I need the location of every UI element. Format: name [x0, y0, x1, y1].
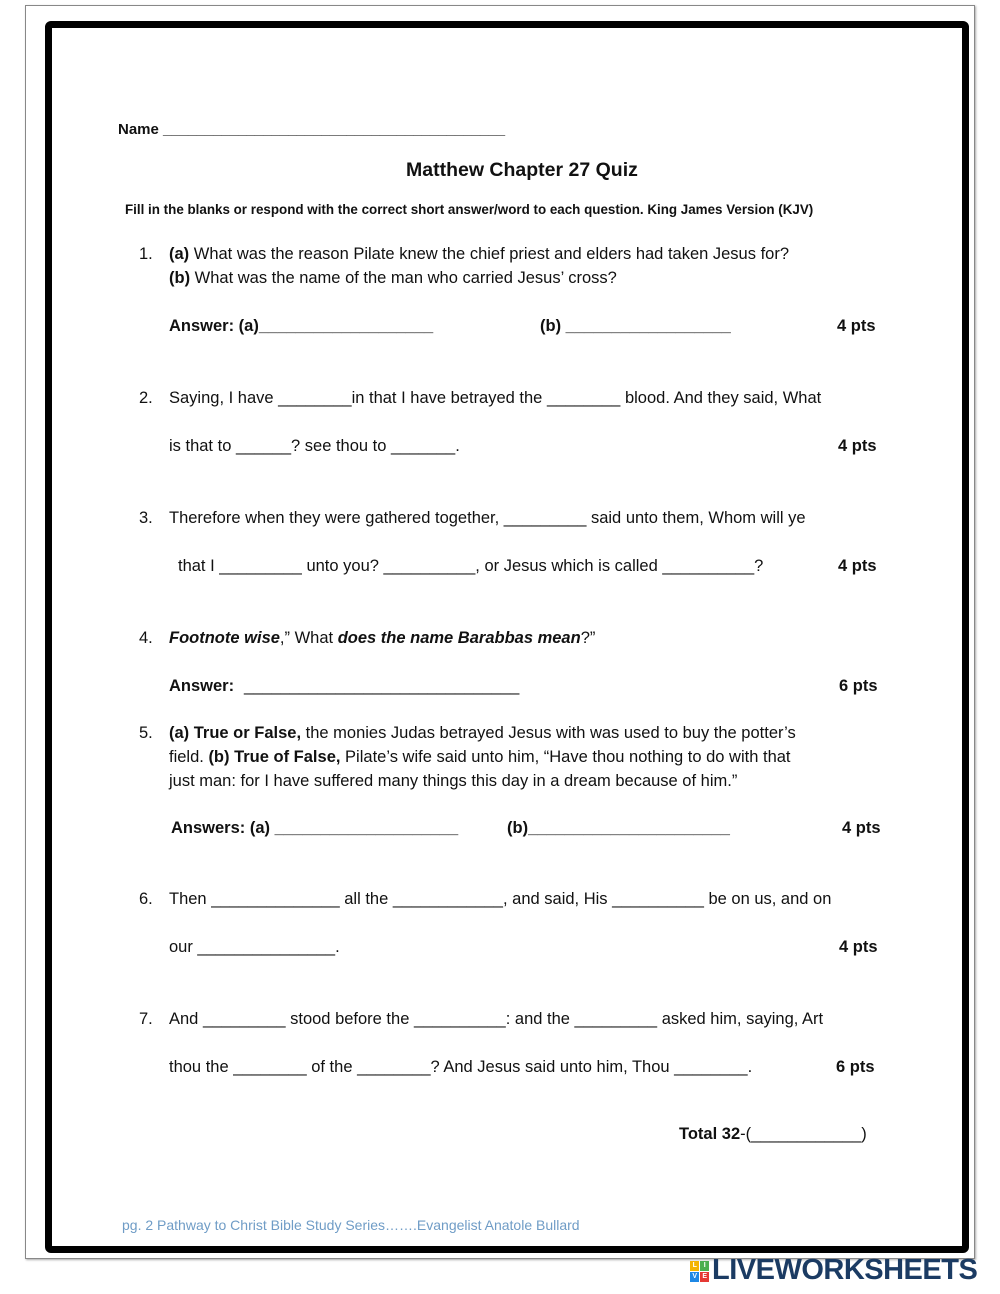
points: 4 pts [838, 437, 877, 455]
points: 6 pts [839, 677, 878, 695]
question-1-line2 [169, 268, 617, 288]
question-text: field. [169, 748, 209, 766]
question-2-line2[interactable]: is that to ______? see thou to _______. [169, 437, 460, 455]
name-blank[interactable]: _________________________________________ [163, 121, 506, 138]
logo-text: LIVEWORKSHEETS [712, 1254, 978, 1286]
question-6-line1[interactable]: Then ______________ all the ____________, and said, His __________ be on us, and on [169, 890, 832, 908]
emphasis: Footnote wise [169, 629, 280, 647]
question-5-line3: just man: for I have suffered many things this day in a dream because of him.” [169, 772, 738, 790]
logo-icon [690, 1261, 709, 1282]
answer-a-blank[interactable]: Answers: (a) ____________________ [171, 819, 459, 837]
part-a-label: (a) [169, 245, 190, 263]
instructions: Fill in the blanks or respond with the correct short answer/word to each question. King James Version (KJV) [125, 202, 814, 217]
points: 4 pts [838, 557, 877, 575]
answer-blank[interactable]: ______________________________ [244, 677, 520, 695]
points: 6 pts [836, 1058, 875, 1076]
total-blank[interactable]: -(____________) [740, 1125, 867, 1143]
question-3-line1[interactable]: Therefore when they were gathered together, _________ said unto them, Whom will ye [169, 509, 806, 527]
question-7-line2[interactable]: thou the ________ of the ________? And Jesus said unto him, Thou ________. [169, 1058, 753, 1076]
question-text: What was the reason Pilate knew the chief priest and elders had taken Jesus for? [189, 245, 790, 263]
logo-letter: I [700, 1261, 709, 1271]
question-7-line1[interactable]: And _________ stood before the __________: and the _________ asked him, saying, Art [169, 1010, 824, 1028]
question-number: 2. [139, 389, 153, 407]
emphasis: does the name Barabbas mean [337, 629, 581, 647]
question-4-text [169, 628, 595, 648]
name-field[interactable] [118, 120, 505, 140]
total-label: Total 32 [679, 1125, 741, 1143]
answer-a-blank[interactable]: Answer: (a)___________________ [169, 317, 434, 335]
liveworksheets-logo [690, 1254, 977, 1287]
question-number: 3. [139, 509, 153, 527]
page-footer: pg. 2 Pathway to Christ Bible Study Series…….Evangelist Anatole Bullard [122, 1217, 580, 1233]
points: 4 pts [842, 819, 881, 837]
question-text: the monies Judas betrayed Jesus with was used to buy the potter’s [301, 724, 796, 742]
logo-letter: E [700, 1272, 709, 1282]
part-a-label: (a) True or False, [169, 724, 302, 742]
question-6-line2[interactable]: our _______________. [169, 938, 340, 956]
answer-label: Answer: [169, 677, 235, 695]
question-text: What was the name of the man who carried Jesus’ cross? [190, 269, 617, 287]
part-b-label: (b) [169, 269, 191, 287]
question-3-line2[interactable]: that I _________ unto you? __________, or Jesus which is called __________? [178, 557, 764, 575]
question-text: ,” What [279, 629, 338, 647]
question-2-line1[interactable]: Saying, I have ________in that I have betrayed the ________ blood. And they said, What [169, 389, 822, 407]
logo-letter: V [690, 1272, 699, 1282]
answer-b-blank[interactable]: (b) __________________ [540, 317, 731, 335]
question-number: 1. [139, 245, 153, 263]
question-number: 4. [139, 629, 153, 647]
answer-b-blank[interactable]: (b)______________________ [507, 819, 730, 837]
question-text: ?” [580, 629, 596, 647]
question-1-line1 [169, 244, 789, 264]
question-number: 6. [139, 890, 153, 908]
name-label: Name [118, 121, 159, 138]
points: 4 pts [837, 317, 876, 335]
question-text: Pilate’s wife said unto him, “Have thou nothing to do with that [340, 748, 791, 766]
logo-letter: L [690, 1261, 699, 1271]
question-5-line1 [169, 723, 796, 743]
question-number: 5. [139, 724, 153, 742]
question-number: 7. [139, 1010, 153, 1028]
total-score[interactable] [679, 1124, 867, 1144]
question-5-line2 [169, 747, 791, 767]
page-title: Matthew Chapter 27 Quiz [406, 159, 638, 181]
part-b-label: (b) True of False, [208, 748, 341, 766]
points: 4 pts [839, 938, 878, 956]
